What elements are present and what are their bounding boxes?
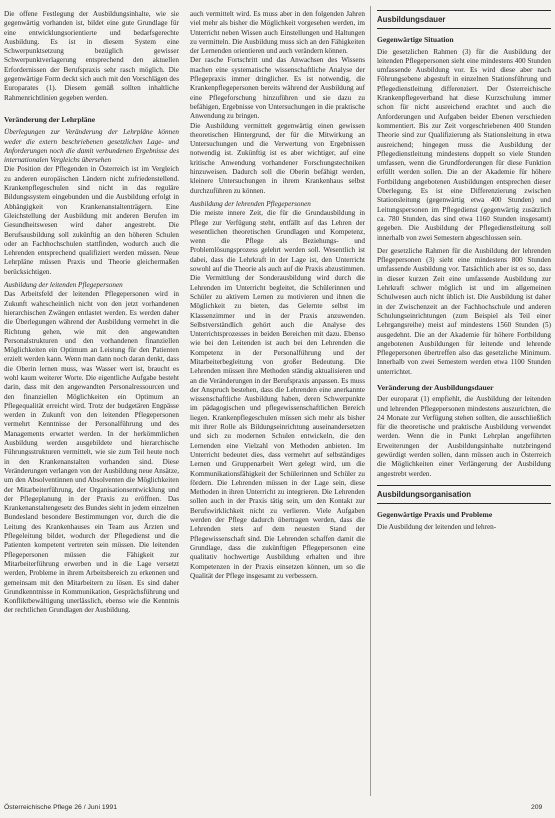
subheading-lehrende-ausbildung: Ausbildung der lehrenden Pflegepersonen bbox=[190, 199, 311, 208]
running-footer: Österreichische Pflege 26 / Juni 1991 bbox=[4, 804, 117, 811]
column-divider bbox=[370, 6, 371, 796]
boxed-heading-ausbildungsdauer: Ausbildungsdauer bbox=[377, 10, 551, 29]
paragraph-leitende-ausbildung: Das Arbeitsfeld der leitenden Pflegepersonen wird in Zukunft wahrscheinlich nicht von den jetzt vorhandenen hierarchischen Zwängen entlastet werden. Es werden daher die Überlegungen während der Ausbildung vermehrt in die Richtung gehen, wie mit den angewandten Personalstrukturen und den vorhandenen finanziellen Möglichkeiten ein Optimum an Leistung für den Patienten erzielt werden kann. Wenn man dann noch daran denkt, dass die Oberin lernen muss, was Wasser wert ist, braucht es wohl kaum weiterer Worte. Die eigentliche Aufgabe besteht darin, dass mit den angewandten Personalressourcen und den finanziellen Möglichkeiten ein Optimum an Pflegequalität erreicht wird. Trotz der budgetären Engpässe werden in Zukunft von den leitenden Pflegepersonen vermehrt Kenntnisse der Personalführung und des Managements erwartet werden. In der herkömmlichen Ausbildung werden ausgebildete und hierarchische Führungsstrukturen vermittelt, wie sie zum Teil heute noch in den Krankenanstalten vorhanden sind. Diese Veränderungen verlangen von der Ausbildung neue Ansätze, um den Absolventinnen und Absolventen die Möglichkeiten der Mitarbeiterführung, der Organisationsentwicklung und der Pflegeplanung in der Praxis zu eröffnen. Das Krankenanstaltengesetz des Bundes sieht in jedem einzelnen Bundesland besondere Bestimmungen vor, durch die die Leitung des Krankenhauses ein Team aus Ärzten und Pflegeleitung bildet, wodurch der Pflegedienst und die Patienten kompetent vertreten sein müssen. Die leitenden Pflegepersonen müssen die Fähigkeit zur Mitarbeiterführung erwerben und in die Lage versetzt werden, Probleme in ihrem Arbeitsbereich zu erkennen und gemeinsam mit den Mitarbeitern zu lösen. Es sind daher Grundkenntnisse in Kommunikation, Gesprächsführung und Konfliktbewältigung unerlässlich, ebenso wie die Kenntnis der rechtlichen Grundlagen der Ausbildung. bbox=[4, 290, 179, 615]
heading-praxis-probleme: Gegenwärtige Praxis und Probleme bbox=[377, 510, 493, 520]
intro-paragraph: Die offene Festlegung der Ausbildungsinhalte, wie sie gegenwärtig vorhanden ist, bildet eine gute Grundlage für eine entwicklungsorientierte und bedarfsgerechte Ausbildung. Es ist in diesem System eine Schwerpunktsetzung bezüglich gewisser Schwerpunktverlagerung entsprechend den aktuellen Erfordernissen der Berufspraxis sehr rasch möglich. Die gegenwärtige Form deckt sich auch mit den Vorschlägen des Europarates (1). Diesem gemäß sollten inhaltliche Rahmenrichtlinien gegeben werden. bbox=[4, 10, 179, 102]
paragraph-lehrplaene: Die Position der Pflegenden in Österreich ist im Vergleich zu anderen europäischen Ländern nicht zufriedenstellend. Krankenpflegeschulen sind nicht in das reguläre Bildungssystem eingebunden und die Ausbildung erfolgt in Abhängigkeit von Krankenanstaltenträgern. Eine Gleichstellung der Ausbildung mit anderen Berufen im Gesundheitswesen wird daher angestrebt. Die Berufsausbildung soll zukünftig an den höheren Schulen oder an Fachhochschulen stattfinden, wodurch auch die Lehrenden entsprechend qualifiziert werden müssen. Neue Lehrpläne müssen Praxis und Theorie gleichermaßen berücksichtigen. bbox=[4, 165, 179, 276]
paragraph-situation-lehrende: Der gesetzliche Rahmen für die Ausbildung der lehrenden Pflegepersonen (3) sieht eine mindestens 800 Stunden umfassende Ausbildung vor. Tatsächlich aber ist es so, dass in dieser kurzen Zeit eine umfassende Ausbildung zur Lehrkraft schwer möglich ist und im allgemeinen Schulwesen auch nicht üblich ist. Die Ausbildung ist daher in der Zwischenzeit an der Fachhochschule und anderen Schulungseinrichtungen (zum Beispiel als Teil einer Lehrgangsreihe) meist auf mindestens 1560 Stunden (5) ausgedehnt. Die an der Akademie für höhere Fortbildung angebotenen Ausbildungen für leitende und lehrende Pflegepersonen übertreffen also das gesetzliche Minimum. Innerhalb von zwei Semestern werden etwa 1100 Stunden unterrichtet. bbox=[377, 246, 551, 376]
paragraph-continued: auch vermittelt wird. Es muss aber in den folgenden Jahren viel mehr als bisher die Möglichkeit vorgesehen werden, im Unterricht neben Wissen auch Einstellungen und Haltungen zu vermitteln. Die Ausbildung muss sich an den Fähigkeiten der Lernenden orientieren und auch verändern können. bbox=[190, 10, 365, 56]
heading-gegenwaertige-situation: Gegenwärtige Situation bbox=[377, 35, 454, 45]
paragraph-praxis-probleme: Die Ausbildung der leitenden und lehren- bbox=[377, 522, 497, 531]
paragraph-veraenderung-dauer: Der europarat (1) empfiehlt, die Ausbildung der leitenden und lehrenden Pflegepersonen mindestens auszurichten, die 24 Monate zur Verfügung stehen sollten, die ausschließlich für die theoretische und praktische Ausbildung verwendet werden. Wenn die in Punkt Lehrplan angeführten Erweiterungen der Ausbildungsinhalte nutzbringend gewürdigt werden sollen, dann müssen auch in Österreich die Möglichkeiten einer Verlängerung der Ausbildung angestrebt werden. bbox=[377, 395, 551, 478]
paragraph-vermittlung: Die Ausbildung vermittelt gegenwärtig einen gewissen theoretischen Hintergrund, der für die Mitwirkung an Untersuchungen und die Verwertung von Ergebnissen notwendig ist. Zukünftig ist es aber wichtiger, auf eine kritische Anwendung vorhandener Forschungstechniken hinzuweisen. Dadurch soll die Oberin befähigt werden, kleinere Untersuchungen in ihrem Krankenhaus selbst durchzuführen zu können. bbox=[190, 121, 365, 195]
subheading-ueberlegungen: Überlegungen zur Veränderung der Lehrpläne können weder die extern beschriebenen gesetzlichen Lage- und Anforderungen noch die damit verbundenen Ergebnisse des internationalen Vergleichs übersehen bbox=[4, 128, 179, 165]
subheading-leitende-ausbildung: Ausbildung der leitenden Pflegepersonen bbox=[4, 281, 123, 290]
paragraph-lehrende-ausbildung: Die meiste innere Zeit, die für die Grundausbildung in Pflege zur Verfügung steht, entfällt auf das Lehren der wesentlichen theoretischen Grundlagen und Kompetenz, wenn die Pflege als Beziehungs- und Problemlösungsprozess gelehrt werden soll. Wesentlich ist dabei, dass die Lehrkraft in der Lage ist, den Unterricht sowohl auf die Theorie als auch auf die Praxis abzustimmen. Die Vermittlung der Sonderausbildung wird durch die Lehrenden im Unterricht begleitet, die Schülerinnen und Schüler zu aktivem Lernen zu motivieren und ihnen die Möglichkeit zu bieten, das Gelernte selbst im Klassenzimmer und in der Praxis anzuwenden. Selbstverständlich gehört auch die Analyse des Unterrichtsprozesses in beiden Bereichen mit dazu. Ebenso wie bei den Leitenden ist auch bei den Lehrenden die Kompetenz in der Personalführung und der Mitarbeiterbegleitung von großer Bedeutung. Die Lehrenden müssen ihre Methoden ständig aktualisieren und an die Veränderungen in der Berufspraxis anpassen. Es muss der Anspruch bestehen, dass die Lehrenden eine anerkannte wissenschaftliche Ausbildung haben, deren Schwerpunkte im pädagogischen und pflegewissenschaftlichen Bereich liegen. Krankenpflegeschulen müssen sich mehr als bisher mit ihrer Rolle als Bildungseinrichtung auseinandersetzen und sich zu modernen Schulen entwickeln, die den Lernenden eine Vielzahl von Methoden anbieten. Im Unterricht bedeutet dies, dass vermehrt auf selbständiges Lernen und Gruppenarbeit Wert gelegt wird, um die Kommunikationsfähigkeit der Schülerinnen und Schüler zu fördern. Die Lehrenden müssen in der Lage sein, diese Methoden in ihren Unterricht zu integrieren. Die Lehrenden sollen auch in der Praxis tätig sein, um den Kontakt zur Berufswirklichkeit nicht zu verlieren. Viele Aufgaben werden der Pflege dadurch übertragen werden, dass die Lehrenden stets auf dem neuesten Stand der Pflegewissenschaft sind. Die Lehrenden schaffen damit die Grundlage, dass die zukünftigen Pflegepersonen eine qualitativ hochwertige Ausbildung erhalten und ihre Kompetenzen in der Praxis einsetzen können, um so die Qualität der Pflege insgesamt zu verbessern. bbox=[190, 209, 365, 580]
text-column-1 bbox=[4, 10, 179, 800]
heading-veraenderung-dauer: Veränderung der Ausbildungsdauer bbox=[377, 382, 494, 392]
paragraph-situation-leitende: Die gesetzlichen Rahmen (3) für die Ausbildung der leitenden Pflegepersonen sieht eine mindestens 400 Stunden umfassende Ausbildung vor. Es wird diese aber nach Föhrungsebene abgestuft in einzelnen Stationsführung und Pflegedienstleitung differenziert. Der Österreichische Krankenpflegeverband hat diese Kurzschulung immer schon für nicht ausreichend erachtet und auch die Anforderungen und Aufgaben beider Ebenen verschieden kommentiert. Bis zur Zeit vorgeschriebenen 400 Stunden Theorie sind zur Qualifizierung als Stationsleitung in etwa ausreichend; hingegen muss die Ausbildung der Pflegedienstleitung mindestens doppelt so viele Stunden umfassen, wenn die Grundforderungen für diese Funktion erfüllt werden sollen. Die an der Akademie für höhere Fortbildung angebotenen Ausbildungen entsprechen dieser Überlegung. Es ist eine Differenzierung zwischen Stationsleitung (gegenwärtig etwa 400 Stunden) und Leitungspersonen im Pflegedienst (gegenwärtig zusätzlich ca. 780 Stunden, das sind etwa 1160 Stunden insgesamt) gegeben. Die Ausbildung der Pflegedienstleitung soll innerhalb von zwei Semestern abgeschlossen sein. bbox=[377, 47, 551, 242]
page-number: 209 bbox=[531, 804, 543, 811]
paragraph-forschung: Der rasche Fortschritt und das Anwachsen des Wissens machen eine systematische wissenschaftliche Analyse der Pflegepraxis immer dringlicher. Es ist notwendig, die Krankenpflegepersonen bereits während der Ausbildung auf eine Pflegeforschung hinzuführen und sie dazu zu befähigen, Ergebnisse von Untersuchungen in die praktische Anwendung zu bringen. bbox=[190, 56, 365, 121]
text-column-2 bbox=[190, 10, 365, 800]
journal-page bbox=[4, 4, 551, 811]
section-heading-lehrplaene: Veränderung der Lehrpläne bbox=[4, 114, 96, 124]
text-column-3 bbox=[377, 10, 551, 800]
boxed-heading-ausbildungsorganisation: Ausbildungsorganisation bbox=[377, 485, 551, 504]
